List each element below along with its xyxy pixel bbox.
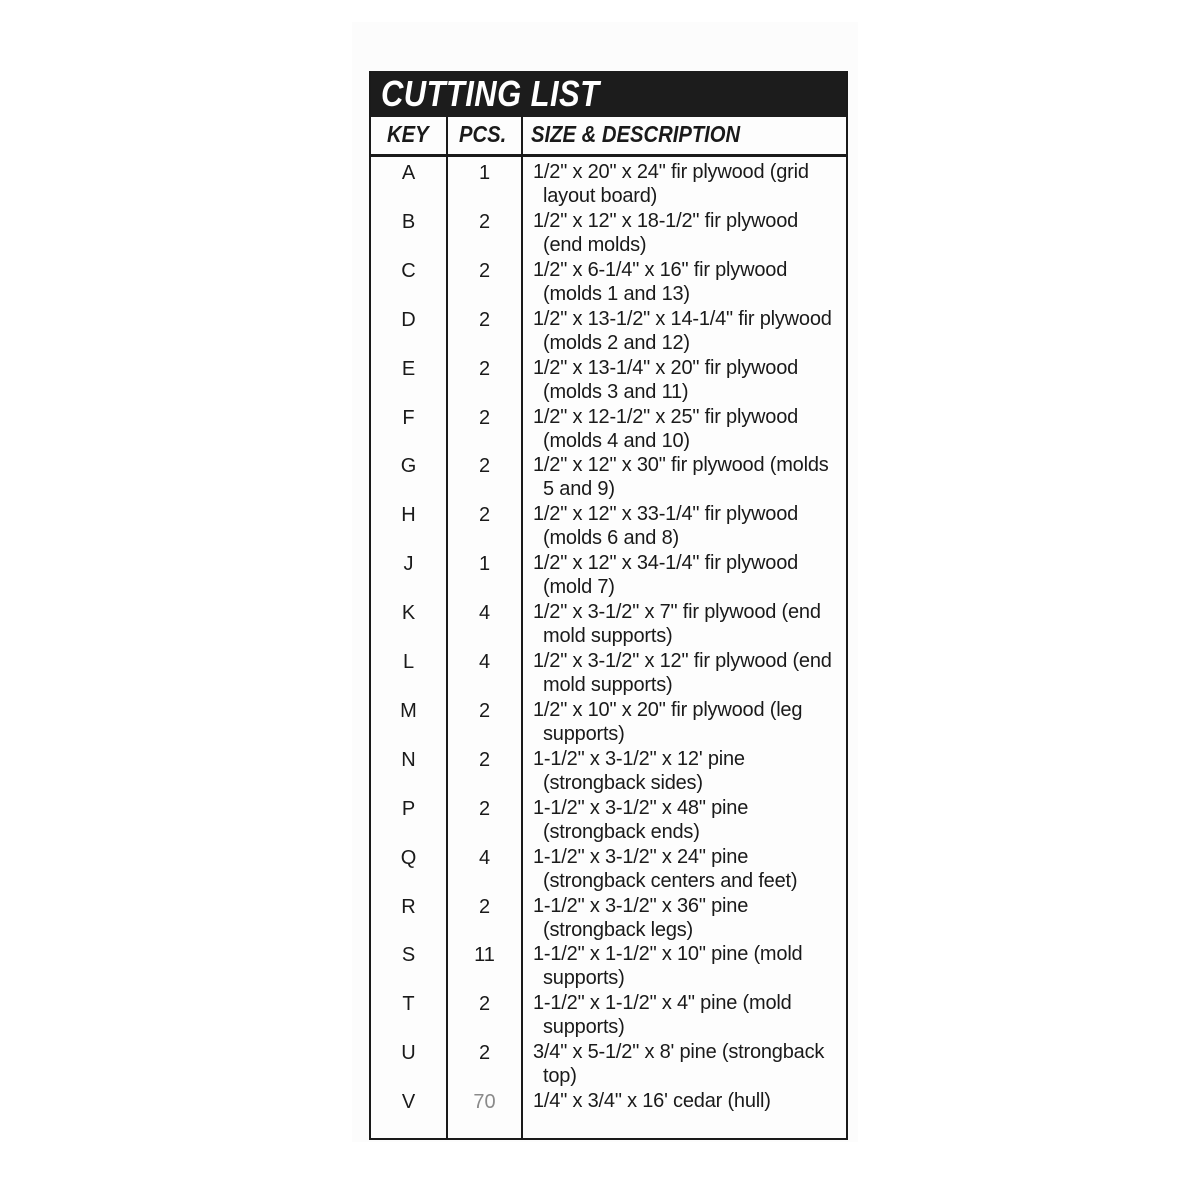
table-row [371,646,846,694]
table-row [371,1037,846,1088]
row-pieces: 11 [474,944,495,967]
row-description: 1/2" x 12" x 33-1/4" fir plywood (molds 6 and 8) [533,503,799,550]
table-row [371,597,846,648]
row-pieces: 4 [478,846,491,869]
row-pieces: 4 [478,651,491,673]
row-pieces: 2 [478,748,491,771]
row-pieces: 1 [478,553,491,576]
row-pieces: 4 [478,602,491,625]
row-key: N [401,748,416,771]
row-key: S [401,944,416,967]
row-key: D [401,308,416,331]
table-row [371,353,846,401]
row-description: 1-1/2" x 1-1/2" x 4" pine (mold supports) [533,992,792,1039]
table-row [371,891,846,939]
row-description: 1/2" x 12-1/2" x 25" fir plywood (molds 4 and 10) [533,405,799,452]
row-pieces: 2 [478,455,491,478]
row-description: 1-1/2" x 1-1/2" x 10" pine (mold supports) [533,943,803,990]
row-pieces: 2 [478,1042,491,1065]
row-description: 1/2" x 13-1/2" x 14-1/4" fir plywood (molds 2 and 12) [533,307,832,354]
title-bar [371,71,846,117]
row-key: V [401,1091,416,1114]
row-key: G [400,455,417,478]
row-key: T [402,993,415,1016]
row-description: 1/2" x 12" x 30" fir plywood (molds 5 and 9) [533,454,829,501]
table-row [371,206,846,254]
table-title: CUTTING LIST [381,73,600,114]
row-description: 1/2" x 12" x 18-1/2" fir plywood (end molds) [533,209,799,256]
row-pieces: 2 [478,504,491,527]
row-key: J [403,553,414,576]
header-description: SIZE & DESCRIPTION [531,121,741,147]
table-row [371,157,846,205]
row-key: L [402,651,415,673]
table-row [371,744,846,792]
row-key: B [401,210,416,233]
table-row [371,842,846,890]
table-row [371,499,846,550]
row-key: C [401,259,416,282]
row-pieces: 2 [478,797,491,820]
table-row [371,695,846,743]
table-row [371,450,846,501]
row-key: H [401,504,416,527]
header-row [371,117,846,157]
row-pieces: 2 [478,895,491,918]
row-key: M [400,699,417,722]
header-key: KEY [387,121,429,147]
row-pieces: 2 [478,210,491,233]
row-description: 3/4" x 5-1/2" x 8' pine (strongback top) [533,1041,825,1088]
row-description: 1/2" x 10" x 20" fir plywood (leg supports) [533,698,803,745]
table-row [371,988,846,1039]
row-description: 1-1/2" x 3-1/2" x 48" pine (strongback ends) [533,796,749,843]
row-pieces: 2 [478,993,491,1016]
row-key: A [401,162,416,184]
header-pcs: PCS. [459,121,507,147]
row-key: K [401,602,416,625]
row-pieces: 1 [478,162,491,184]
row-pieces: 2 [478,699,491,722]
row-pieces: 2 [478,357,491,380]
row-description: 1-1/2" x 3-1/2" x 36" pine (strongback legs) [533,894,749,941]
row-pieces: 70 [473,1091,496,1114]
row-key: F [402,406,415,429]
row-description: 1/2" x 12" x 34-1/4" fir plywood (mold 7) [533,552,799,599]
row-description: 1/2" x 20" x 24" fir plywood (grid layout board) [533,161,809,207]
row-description: 1-1/2" x 3-1/2" x 12' pine (strongback sides) [533,747,745,794]
row-description: 1/2" x 3-1/2" x 7" fir plywood (end mold supports) [533,601,821,648]
cutting-list-table [369,71,848,1140]
row-key: Q [400,846,417,869]
table-row [371,304,846,352]
table-row [371,1086,846,1134]
row-pieces: 2 [478,259,491,282]
row-key: R [401,895,416,918]
row-description: 1/4" x 3/4" x 16' cedar (hull) [533,1090,771,1113]
row-description: 1-1/2" x 3-1/2" x 24" pine (strongback centers and feet) [533,845,798,892]
row-pieces: 2 [478,308,491,331]
row-key: U [401,1042,416,1065]
table-row [371,548,846,599]
table-row [371,793,846,841]
row-description: 1/2" x 3-1/2" x 12" fir plywood (end mold supports) [533,650,832,696]
row-description: 1/2" x 6-1/4" x 16" fir plywood (molds 1 and 13) [533,258,788,305]
table-row [371,255,846,303]
row-key: E [401,357,416,380]
row-description: 1/2" x 13-1/4" x 20" fir plywood (molds 3 and 11) [533,356,799,403]
row-pieces: 2 [478,406,491,429]
row-key: P [401,797,416,820]
table-row [371,402,846,450]
table-row [371,939,846,990]
